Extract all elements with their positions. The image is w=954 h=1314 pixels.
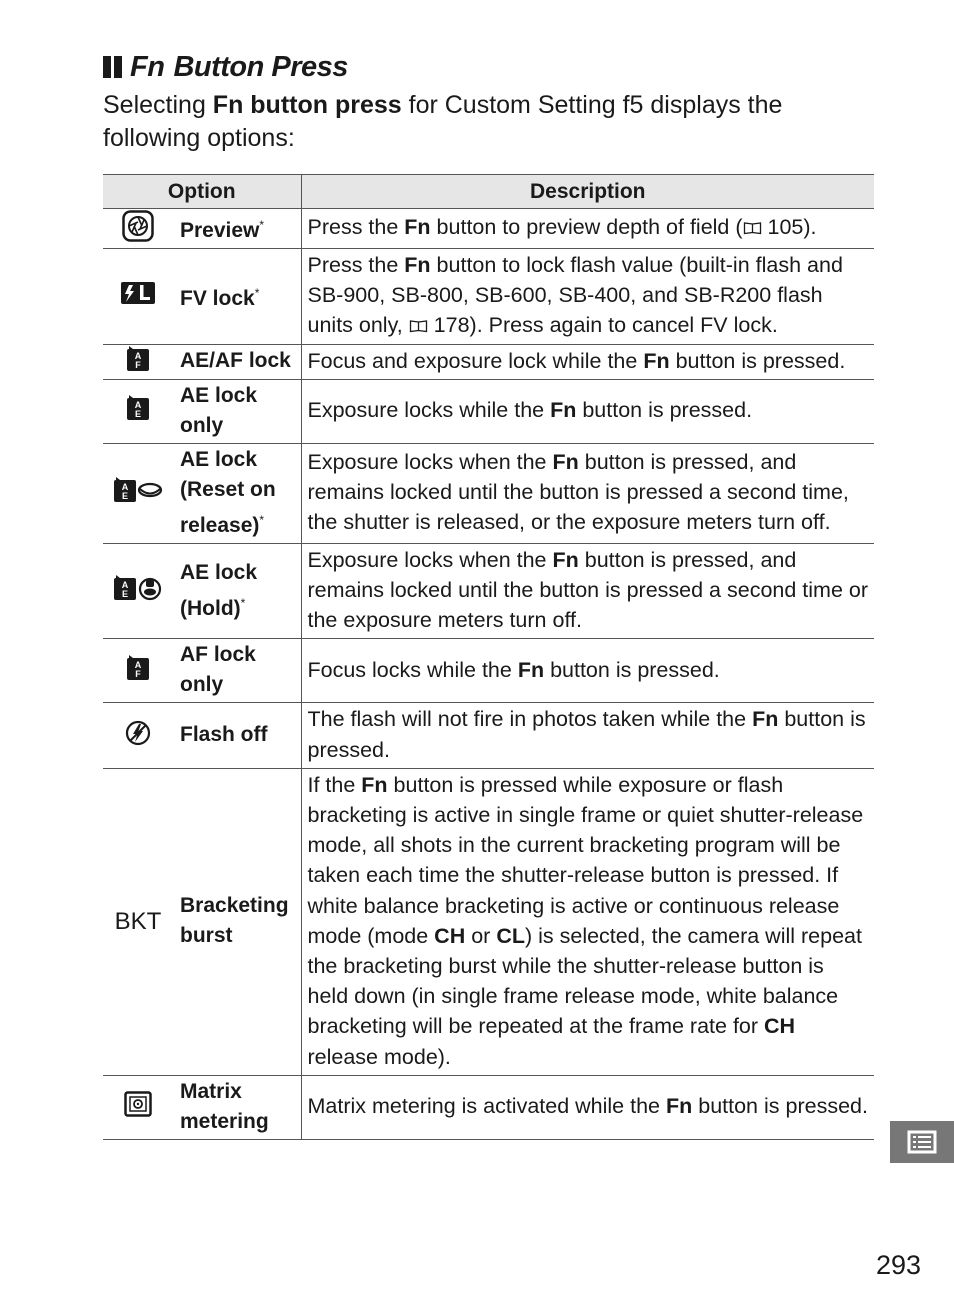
option-description — [301, 1075, 874, 1139]
description-text: Exposure locks when the — [307, 547, 553, 572]
description-text: ) is selected, the camera will repeat the bracketing burst while the shutter-release button is held down (in single frame release mode, white balance bracketing will be repeated at the frame rate for — [307, 923, 862, 1039]
column-header-description: Description — [301, 175, 874, 209]
flash-off-icon — [125, 726, 151, 751]
description-text: Exposure locks while the — [307, 398, 551, 423]
af-lock-only-icon — [125, 659, 151, 687]
table-row — [103, 379, 874, 443]
svg-text:F: F — [135, 359, 141, 370]
option-name — [173, 768, 301, 1075]
custom-settings-tab — [890, 1121, 954, 1163]
option-name-text: AE lock only — [180, 383, 258, 437]
description-text: Press the — [307, 253, 405, 277]
table-row — [103, 768, 874, 1075]
key-label: Fn — [643, 348, 670, 373]
description-text: button is pressed. — [307, 707, 866, 762]
option-icon-cell — [103, 543, 173, 639]
menu-list-icon — [907, 1130, 937, 1154]
footnote-asterisk: * — [259, 218, 265, 232]
section-marker-icon — [103, 56, 122, 78]
ae-af-lock-icon — [125, 350, 151, 378]
option-name-text: AE lock (Hold) — [180, 560, 258, 620]
page-reference-icon — [743, 215, 762, 239]
description-text: Press the — [307, 215, 405, 240]
option-icon-cell — [103, 639, 173, 703]
description-text: Focus locks while the — [307, 657, 518, 682]
option-name-text: AE/AF lock — [180, 349, 291, 373]
footnote-asterisk: * — [254, 285, 260, 300]
key-label: Fn — [552, 547, 579, 572]
svg-text:A: A — [134, 400, 142, 411]
description-text: 178). Press again to cancel FV lock. — [427, 313, 778, 338]
svg-text:A: A — [134, 350, 142, 361]
preview-icon — [122, 222, 154, 247]
option-description — [301, 249, 874, 345]
svg-text:E: E — [121, 491, 129, 502]
table-row — [103, 443, 874, 543]
option-description — [301, 209, 874, 249]
table-row — [103, 1075, 874, 1139]
option-name-text: AF lock only — [180, 643, 256, 697]
option-name — [173, 703, 301, 768]
option-name-text: Bracketing burst — [180, 894, 289, 948]
table-row — [103, 209, 874, 249]
option-name-text: AE lock (Reset on release) — [180, 447, 276, 537]
key-label: CL — [496, 923, 525, 948]
table-row — [103, 344, 874, 379]
key-label: Fn — [404, 253, 431, 277]
description-text: button to preview depth of field ( — [430, 215, 743, 240]
option-description — [301, 639, 874, 703]
option-icon-cell — [103, 344, 173, 379]
ae-lock-reset-icon — [112, 484, 164, 509]
intro-text-before: Selecting — [103, 91, 213, 119]
option-icon-cell — [103, 249, 173, 345]
page-reference-icon — [409, 313, 428, 337]
key-label: CH — [764, 1014, 796, 1039]
bkt-icon: BKT — [114, 907, 162, 935]
description-text: button is pressed. — [669, 348, 846, 373]
description-text: If the — [307, 772, 362, 797]
option-name — [173, 249, 301, 345]
option-description — [301, 379, 874, 443]
description-text: button is pressed while exposure or flash bracketing is active in single frame or quiet shutter-release mode, all shots in the current bracketing program will be taken each time the shutter-release button is pressed. If white balance bracketing is active or continuous release mode (mode — [307, 772, 864, 948]
description-text: release mode). — [307, 1044, 451, 1069]
description-text: button is pressed. — [576, 398, 753, 423]
page-number: 293 — [876, 1250, 922, 1280]
description-text: Matrix metering is activated while the — [307, 1094, 666, 1119]
option-name — [173, 344, 301, 379]
ae-lock-only-icon — [125, 402, 151, 427]
option-description — [301, 443, 874, 543]
key-label: Fn — [552, 450, 579, 474]
description-text: 105). — [761, 215, 817, 240]
table-row — [103, 249, 874, 345]
description-text: Focus and exposure lock while the — [307, 348, 644, 373]
option-name — [173, 639, 301, 703]
option-name-text: Matrix metering — [180, 1079, 269, 1133]
svg-text:A: A — [134, 659, 142, 670]
table-row — [103, 543, 874, 639]
key-label: CH — [434, 923, 466, 948]
key-label: Fn — [665, 1094, 693, 1119]
intro-paragraph — [103, 89, 863, 155]
description-text: button is pressed, and remains locked until the button is pressed a second time, the shutter is released, or the exposure meters turn off. — [307, 450, 849, 535]
option-name — [173, 209, 301, 249]
svg-text:E: E — [134, 409, 142, 420]
description-text: The flash will not fire in photos taken while the — [307, 707, 753, 732]
intro-text-after: for Custom Setting f5 displays the following options: — [103, 91, 783, 152]
description-text: or — [465, 923, 497, 948]
option-name-text: Preview — [180, 219, 260, 242]
table-row — [103, 703, 874, 768]
section-heading — [103, 47, 348, 87]
key-label: Fn — [517, 657, 545, 682]
table-row — [103, 639, 874, 703]
svg-text:A: A — [121, 482, 129, 493]
option-icon-cell — [103, 209, 173, 249]
footnote-asterisk: * — [240, 595, 246, 610]
option-icon-cell — [103, 379, 173, 443]
description-text: button is pressed. — [544, 657, 720, 682]
option-description — [301, 703, 874, 768]
option-icon-cell — [103, 1075, 173, 1139]
description-text: button is pressed, and remains locked until the button is pressed a second time or the exposure meters turn off. — [307, 547, 868, 633]
key-label: Fn — [361, 772, 388, 797]
description-text: button to lock flash value (built-in flash and SB-900, SB-800, SB-600, SB-400, and SB-R200 flash units only, — [307, 253, 843, 338]
option-icon-cell — [103, 768, 173, 1075]
option-name-text: Flash off — [180, 723, 268, 747]
heading-title: Button Press — [173, 50, 348, 83]
option-name — [173, 443, 301, 543]
key-label: Fn — [404, 215, 431, 240]
description-text: button is pressed. — [692, 1094, 868, 1119]
option-name — [173, 379, 301, 443]
option-description — [301, 543, 874, 639]
intro-setting-name: Fn button press — [212, 91, 402, 119]
options-table — [103, 174, 874, 1140]
option-name — [173, 1075, 301, 1139]
matrix-metering-icon — [124, 1097, 152, 1122]
key-label: Fn — [550, 398, 577, 423]
table-header-row — [103, 175, 874, 209]
option-description — [301, 768, 874, 1075]
key-label: Fn — [752, 707, 779, 732]
option-name-text: FV lock — [180, 286, 255, 310]
ae-lock-hold-icon — [112, 582, 164, 607]
svg-text:F: F — [135, 668, 141, 679]
option-icon-cell — [103, 443, 173, 543]
description-text: Exposure locks when the — [307, 450, 553, 474]
svg-text:E: E — [121, 589, 129, 600]
option-name — [173, 543, 301, 639]
column-header-option: Option — [103, 175, 301, 209]
heading-fn-label: Fn — [130, 50, 165, 83]
option-description — [301, 344, 874, 379]
fv-lock-icon — [120, 285, 156, 310]
option-icon-cell — [103, 703, 173, 768]
footnote-asterisk: * — [259, 512, 265, 527]
svg-text:A: A — [121, 580, 129, 591]
